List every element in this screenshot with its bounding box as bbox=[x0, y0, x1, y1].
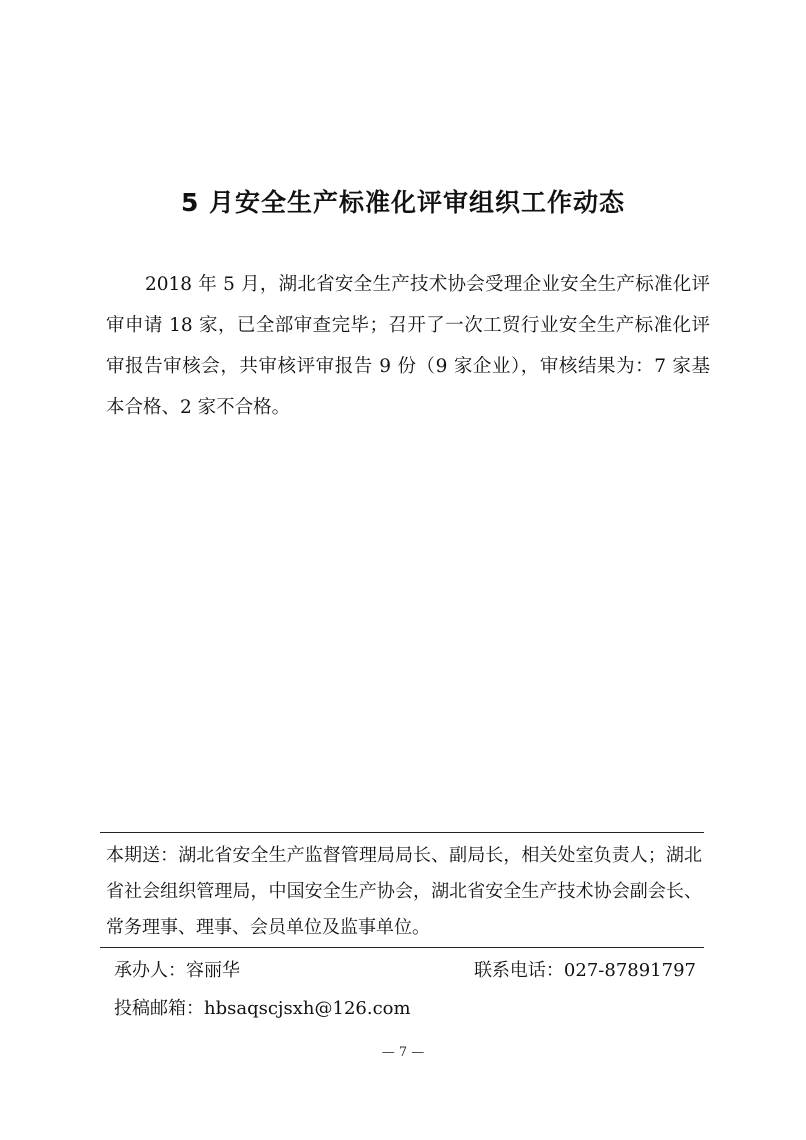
body-paragraph: 2018 年 5 月，湖北省安全生产技术协会受理企业安全生产标准化评审申请 18 家，已全部审查完毕；召开了一次工贸行业安全生产标准化评审报告审核会，共审核评审报告 9 份（9 家企业），审核结果为：7 家基本合格、2 家不合格。 bbox=[106, 274, 710, 418]
page-number: — 7 — bbox=[381, 1045, 425, 1060]
handler-info: 承办人：容丽华 bbox=[114, 960, 240, 981]
bottom-divider bbox=[100, 947, 704, 948]
document-title: 5 月安全生产标准化评审组织工作动态 bbox=[180, 188, 626, 217]
top-divider bbox=[100, 832, 704, 833]
distribution-list: 本期送：湖北省安全生产监督管理局局长、副局长，相关处室负责人；湖北省社会组织管理局，中国安全生产协会，湖北省安全生产技术协会副会长、常务理事、理事、会员单位及监事单位。 bbox=[106, 845, 702, 938]
contact-phone: 联系电话：027-87891797 bbox=[473, 960, 696, 981]
submission-email: 投稿邮箱：hbsaqscjsxh@126.com bbox=[114, 998, 411, 1019]
